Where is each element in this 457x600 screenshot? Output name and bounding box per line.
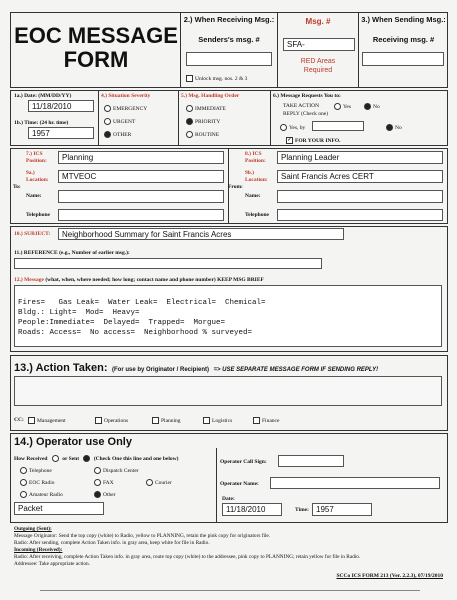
receiving-sub: Senders's msg. # xyxy=(198,35,260,44)
instructions xyxy=(14,526,446,568)
reference-input[interactable] xyxy=(14,258,322,269)
method-other-label: Other xyxy=(103,491,116,498)
from-name-label: Name: xyxy=(245,193,261,199)
how-received-row xyxy=(14,455,178,462)
msg-number-input[interactable]: SFA- xyxy=(283,38,355,51)
outgoing-line1: Message Originator: Send the top copy (white) to Radio, yellow to PLANNING, retain the pink copy for originators file. xyxy=(14,533,271,539)
cc-logistics-checkbox[interactable] xyxy=(203,417,232,424)
required-note-line2: Required xyxy=(303,67,333,74)
sending-sub: Receiving msg. # xyxy=(372,35,435,44)
severity-title: 4.) Situation Severity xyxy=(101,93,151,99)
action-header xyxy=(14,358,378,376)
message-textarea[interactable] xyxy=(14,285,442,347)
from-location-input[interactable]: Saint Francis Acres CERT xyxy=(277,170,443,183)
to-phone-label: Telephone xyxy=(26,212,50,218)
checkbox-icon xyxy=(203,417,210,424)
radio-selected-icon xyxy=(386,124,393,131)
from-phone-input[interactable] xyxy=(277,209,443,221)
msg-number-label: Msg. # xyxy=(305,17,331,26)
operator-name-input[interactable] xyxy=(270,477,440,489)
cc-finance-checkbox[interactable] xyxy=(253,417,279,424)
from-label: From: xyxy=(228,184,243,190)
to-phone-input[interactable] xyxy=(58,209,224,221)
radio-selected-icon xyxy=(94,491,101,498)
reference-label: 11.) REFERENCE (e.g., Number of earlier msg.): xyxy=(14,250,130,256)
outgoing-title: Outgoing (Sent): xyxy=(14,526,52,532)
from-position-label: 8.) ICS Position: xyxy=(245,151,266,164)
sending-title: 3.) When Sending Msg.: xyxy=(361,15,446,24)
checkbox-icon xyxy=(253,417,260,424)
severity-other-radio[interactable] xyxy=(104,131,131,138)
requests-title: 6.) Message Requests You to: xyxy=(273,93,341,99)
to-label: To: xyxy=(13,184,21,190)
subject-input[interactable]: Neighborhood Summary for Saint Francis Acres xyxy=(58,228,344,240)
radio-icon xyxy=(104,118,111,125)
take-action-yes-radio[interactable] xyxy=(334,103,351,110)
radio-icon xyxy=(186,105,193,112)
subject-label: 10.) SUBJECT: xyxy=(14,231,51,237)
radio-selected-icon xyxy=(186,118,193,125)
check-note: (Check One this line and one below) xyxy=(93,455,179,462)
incoming-line1: Radio: After receiving, complete Action Taken info. in gray area, route top copy (white) to the addressee, pink copy to PLANNING; retain yellow for file in Radio. xyxy=(14,554,361,560)
checkbox-icon: ✓ xyxy=(287,138,292,143)
radio-icon xyxy=(20,479,27,486)
severity-emergency-radio[interactable] xyxy=(104,105,147,112)
operator-title: 14.) Operator use Only xyxy=(14,436,132,448)
required-note xyxy=(278,57,358,75)
take-action-yes-label: Yes xyxy=(343,103,352,110)
to-name-label: Name: xyxy=(26,193,42,199)
received-radio[interactable] xyxy=(52,455,59,462)
cc-logistics-label: Logistics xyxy=(212,417,233,424)
radio-icon xyxy=(94,479,101,486)
severity-urgent-label: URGENT xyxy=(113,118,136,125)
sent-radio[interactable] xyxy=(83,455,90,462)
senders-msg-number-input[interactable] xyxy=(186,52,272,66)
cc-planning-label: Planning xyxy=(161,417,181,424)
reply-by-input[interactable] xyxy=(312,121,364,131)
to-location-label: 9a.) Location: xyxy=(26,170,49,183)
cc-management-label: Management xyxy=(37,417,66,424)
radio-icon xyxy=(20,467,27,474)
receiving-title: 2.) When Receiving Msg.: xyxy=(183,15,275,24)
cc-planning-checkbox[interactable] xyxy=(152,417,181,424)
incoming-title: Incoming (Received): xyxy=(14,547,63,553)
unlock-msg-checkbox[interactable] xyxy=(186,75,247,82)
severity-emergency-label: EMERGENCY xyxy=(113,105,148,112)
other-method-input[interactable]: Packet xyxy=(14,502,104,515)
radio-selected-icon xyxy=(104,131,111,138)
method-other-radio[interactable] xyxy=(94,491,116,498)
radio-icon xyxy=(146,479,153,486)
unlock-note: Unlock msg. nos. 2 & 3 xyxy=(195,75,248,82)
form-title xyxy=(12,24,180,72)
for-info-checkbox[interactable] xyxy=(286,137,340,144)
message-label-title: 12.) Message xyxy=(14,277,44,283)
to-position-label: 7.) ICS Position: xyxy=(26,151,47,164)
time-label: 1b.) Time: (24 hr. time) xyxy=(14,120,69,126)
from-position-input[interactable]: Planning Leader xyxy=(277,151,443,164)
call-sign-label: Operator Call Sign: xyxy=(220,459,267,465)
checkbox-icon xyxy=(28,417,35,424)
message-line: People:Immediate= Delayed= Trapped= Morgue= xyxy=(18,319,226,327)
handling-routine-radio[interactable] xyxy=(186,131,219,138)
radio-icon xyxy=(334,103,341,110)
to-location-input[interactable]: MTVEOC xyxy=(58,170,224,183)
op-date-label: Date: xyxy=(222,496,235,502)
required-note-line1: RED Areas xyxy=(300,58,336,65)
message-line: Bldg.: Light= Mod= Heavy= xyxy=(18,309,140,317)
message-line: Roads: Access= No access= Neighborhood % surveyed= xyxy=(18,329,253,337)
radio-icon xyxy=(104,105,111,112)
method-telephone-label: Telephone xyxy=(29,467,52,474)
method-dispatch-label: Dispatch Center xyxy=(103,467,139,474)
cc-operations-checkbox[interactable] xyxy=(95,417,128,424)
action-sub: (For use by Originator / Recipient) xyxy=(111,367,209,373)
method-amateur-label: Amateur Radio xyxy=(29,491,63,498)
method-telephone-radio[interactable] xyxy=(20,467,52,474)
message-label-hint: (what, when, where needed; how long; contact name and phone number) KEEP MSG BRIEF xyxy=(45,277,264,283)
receiving-msg-number-input[interactable] xyxy=(362,52,444,66)
from-phone-label: Telephone xyxy=(245,212,269,218)
date-input[interactable]: 11/18/2010 xyxy=(28,100,94,112)
radio-icon xyxy=(20,491,27,498)
from-location-label: 9b.) Location: xyxy=(245,170,268,183)
take-action-label: TAKE ACTION xyxy=(283,103,320,109)
action-note: => USE SEPARATE MESSAGE FORM IF SENDING REPLY! xyxy=(213,367,379,373)
severity-urgent-radio[interactable] xyxy=(104,118,135,125)
from-name-input[interactable] xyxy=(277,190,443,203)
action-textarea[interactable] xyxy=(14,376,442,406)
method-fax-label: FAX xyxy=(103,479,114,486)
method-dispatch-radio[interactable] xyxy=(94,467,139,474)
checkbox-icon xyxy=(152,417,159,424)
reply-yes-by-label: Yes, by xyxy=(289,124,306,131)
cc-operations-label: Operations xyxy=(104,417,129,424)
handling-immediate-label: IMMEDIATE xyxy=(195,105,226,112)
handling-title: 5.) Msg. Handling Order xyxy=(181,93,240,99)
handling-priority-label: PRIORITY xyxy=(195,118,221,125)
take-action-no-radio[interactable] xyxy=(364,103,380,110)
operator-name-label: Operator Name: xyxy=(220,481,259,487)
to-position-input[interactable]: Planning xyxy=(58,151,224,164)
form-id: SCCo ICS FORM 213 (Ver. 2.2.3), 07/19/2010 xyxy=(336,573,443,579)
radio-icon xyxy=(186,131,193,138)
form-title-line1: EOC MESSAGE xyxy=(14,23,178,48)
reply-no-radio[interactable] xyxy=(386,124,402,131)
handling-priority-radio[interactable] xyxy=(186,118,220,125)
checkbox-icon xyxy=(95,417,102,424)
cc-management-checkbox[interactable] xyxy=(28,417,66,424)
time-input[interactable]: 1957 xyxy=(28,127,94,139)
reply-no-label: No xyxy=(395,124,402,131)
handling-routine-label: ROUTINE xyxy=(195,131,220,138)
handling-immediate-radio[interactable] xyxy=(186,105,226,112)
form-title-line2: FORM xyxy=(63,47,129,72)
radio-icon xyxy=(280,124,287,131)
op-time-input[interactable]: 1957 xyxy=(312,503,372,516)
reply-yes-by-radio[interactable] xyxy=(280,124,305,131)
cc-finance-label: Finance xyxy=(262,417,280,424)
message-label xyxy=(14,277,264,284)
method-fax-radio[interactable] xyxy=(94,479,114,486)
method-courier-label: Courier xyxy=(155,479,172,486)
reply-label: REPLY (Check one) xyxy=(283,111,329,117)
cc-label: CC: xyxy=(14,417,24,423)
method-courier-radio[interactable] xyxy=(146,479,172,486)
method-eoc-radio-radio[interactable] xyxy=(20,479,55,486)
for-info-label: FOR YOUR INFO. xyxy=(295,137,341,144)
action-title: 13.) Action Taken: xyxy=(14,362,108,374)
take-action-no-label: No xyxy=(373,103,380,110)
how-received-label: How Received xyxy=(14,455,48,462)
method-eoc-radio-label: EOC Radio xyxy=(29,479,55,486)
or-sent-label: or Sent xyxy=(62,455,80,462)
date-label: 1a.) Date: (MM/DD/YY) xyxy=(14,93,72,99)
to-name-input[interactable] xyxy=(58,190,224,203)
radio-selected-icon xyxy=(364,103,371,110)
severity-other-label: OTHER xyxy=(113,131,132,138)
op-time-label: Time: xyxy=(295,507,309,513)
incoming-line2: Addressee: Take appropriate action. xyxy=(14,561,91,567)
method-amateur-radio[interactable] xyxy=(20,491,63,498)
call-sign-input[interactable] xyxy=(278,455,344,467)
message-line: Fires= Gas Leak= Water Leak= Electrical= Chemical= xyxy=(18,299,266,307)
radio-icon xyxy=(94,467,101,474)
outgoing-line2: Radio: After sending, complete Action Taken info. in gray area, keep white for file in Radio. xyxy=(14,540,210,546)
op-date-input[interactable]: 11/18/2010 xyxy=(222,503,282,516)
